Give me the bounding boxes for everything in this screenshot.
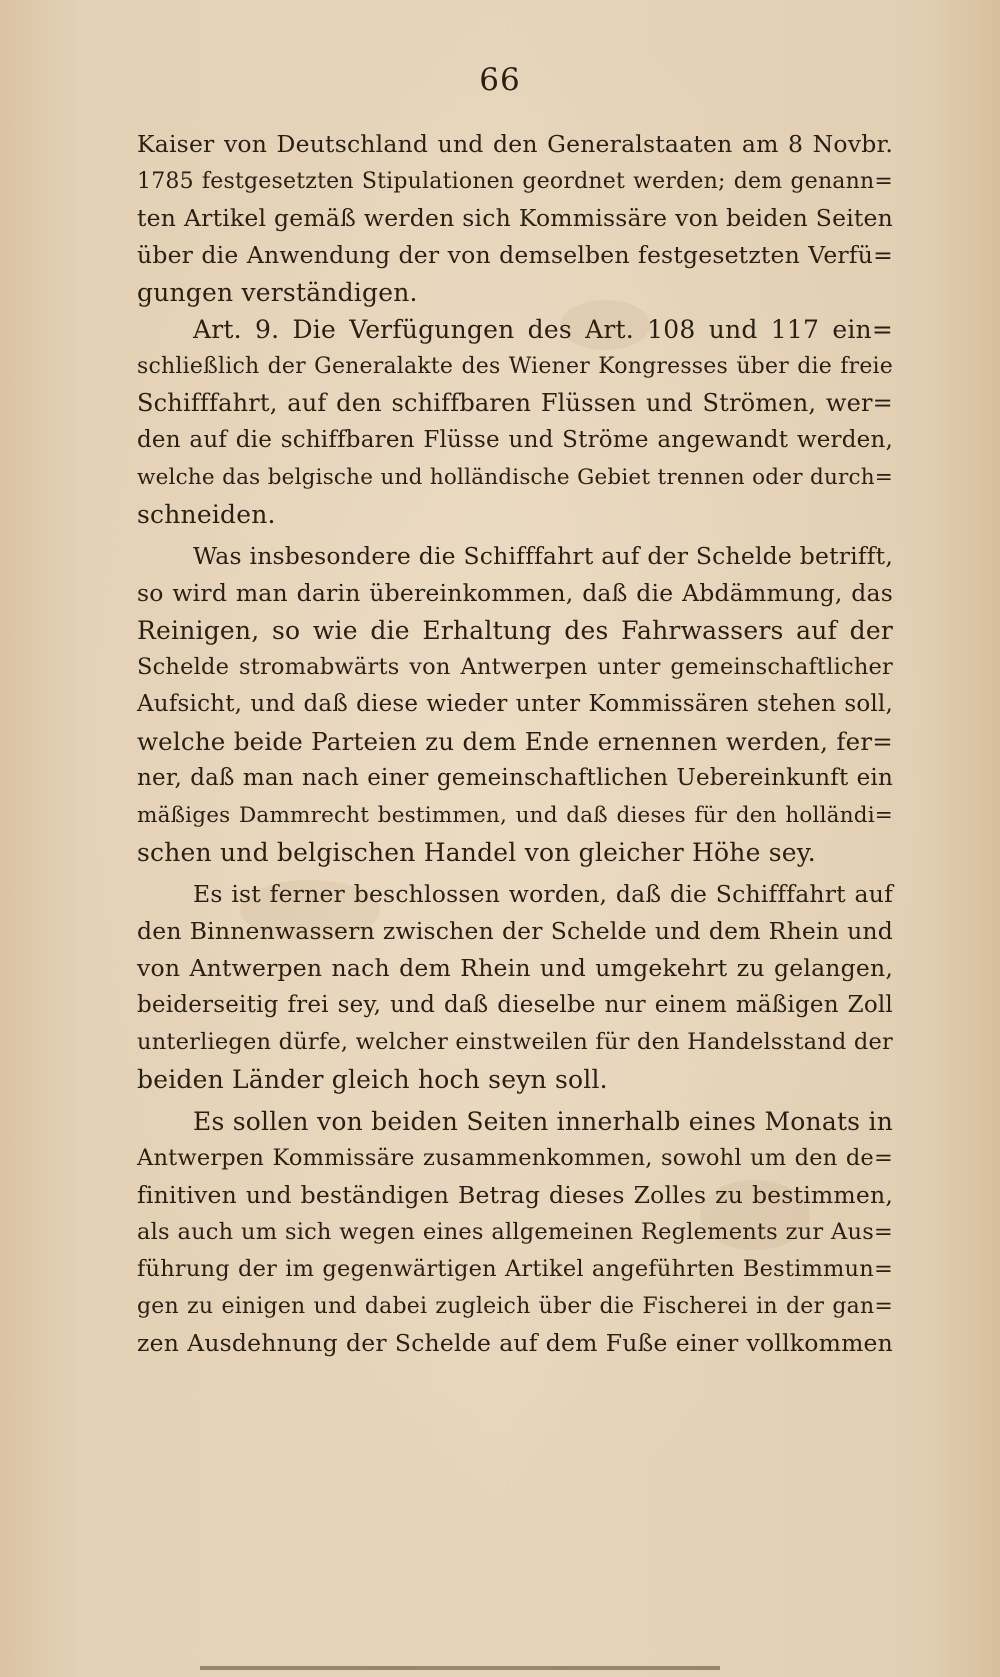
text-line: ten Artikel gemäß werden sich Kommissäre von beiden Seiten (137, 204, 893, 232)
text-line: Schifffahrt, auf den schiffbaren Flüssen und Strömen, wer= (137, 389, 893, 417)
paragraph (137, 126, 893, 311)
text-line: von Antwerpen nach dem Rhein und umgekehrt zu gelangen, (137, 954, 893, 982)
text-line: schließlich der Generalakte des Wiener Kongresses über die freie (137, 354, 893, 379)
text-line: den auf die schiffbaren Flüsse und Ströme angewandt werden, (137, 427, 893, 453)
text-line: schen und belgischen Handel von gleicher Höhe sey. (137, 838, 816, 867)
text-line: Es ist ferner beschlossen worden, daß die Schifffahrt auf (193, 880, 893, 908)
text-line: als auch um sich wegen eines allgemeinen Reglements zur Aus= (137, 1219, 893, 1245)
text-line: beiden Länder gleich hoch seyn soll. (137, 1065, 608, 1094)
text-line: Kaiser von Deutschland und den Generalstaaten am 8 Novbr. (137, 130, 893, 158)
text-line: führung der im gegenwärtigen Artikel angeführten Bestimmun= (137, 1256, 893, 1282)
text-line: Es sollen von beiden Seiten innerhalb eines Monats in (193, 1107, 893, 1136)
text-line: 1785 festgesetzten Stipulationen geordnet werden; dem genann= (137, 169, 893, 194)
text-line: Antwerpen Kommissäre zusammenkommen, sowohl um den de= (137, 1145, 893, 1171)
paragraph (137, 876, 893, 1098)
text-line: beiderseitig frei sey, und daß dieselbe nur einem mäßigen Zoll (137, 992, 893, 1018)
text-line: den Binnenwassern zwischen der Schelde und dem Rhein und (137, 917, 893, 945)
text-line: welche beide Parteien zu dem Ende ernennen werden, fer= (137, 727, 893, 756)
body-text (137, 126, 893, 1362)
text-line: finitiven und beständigen Betrag dieses Zolles zu bestimmen, (137, 1181, 893, 1209)
text-line: mäßiges Dammrecht bestimmen, und daß dieses für den holländi= (137, 803, 893, 828)
paragraph-article-9 (137, 311, 893, 533)
text-line: zen Ausdehnung der Schelde auf dem Fuße einer vollkommen (137, 1329, 893, 1357)
text-line: Was insbesondere die Schifffahrt auf der Schelde betrifft, (193, 542, 893, 570)
text-line: Reinigen, so wie die Erhaltung des Fahrwassers auf der (137, 616, 893, 645)
text-line: gungen verständigen. (137, 278, 418, 307)
paragraph (137, 1103, 893, 1362)
text-line: über die Anwendung der von demselben festgesetzten Verfü= (137, 241, 893, 269)
text-line: so wird man darin übereinkommen, daß die Abdämmung, das (137, 579, 893, 607)
paragraph (137, 538, 893, 871)
text-line: schneiden. (137, 500, 276, 529)
text-line: Schelde stromabwärts von Antwerpen unter gemeinschaftlicher (137, 654, 893, 680)
text-line: ner, daß man nach einer gemeinschaftlichen Uebereinkunft ein (137, 765, 893, 791)
page-edge-mark (200, 1666, 720, 1670)
text-line: gen zu einigen und dabei zugleich über die Fischerei in der gan= (137, 1294, 893, 1319)
text-line: Art. 9. Die Verfügungen des Art. 108 und 117 ein= (193, 315, 893, 344)
text-line: Aufsicht, und daß diese wieder unter Kommissären stehen soll, (137, 691, 893, 717)
text-line: welche das belgische und holländische Gebiet trennen oder durch= (137, 465, 893, 490)
text-line: unterliegen dürfe, welcher einstweilen für den Handelsstand der (137, 1029, 893, 1055)
page-number: 66 (479, 62, 521, 98)
